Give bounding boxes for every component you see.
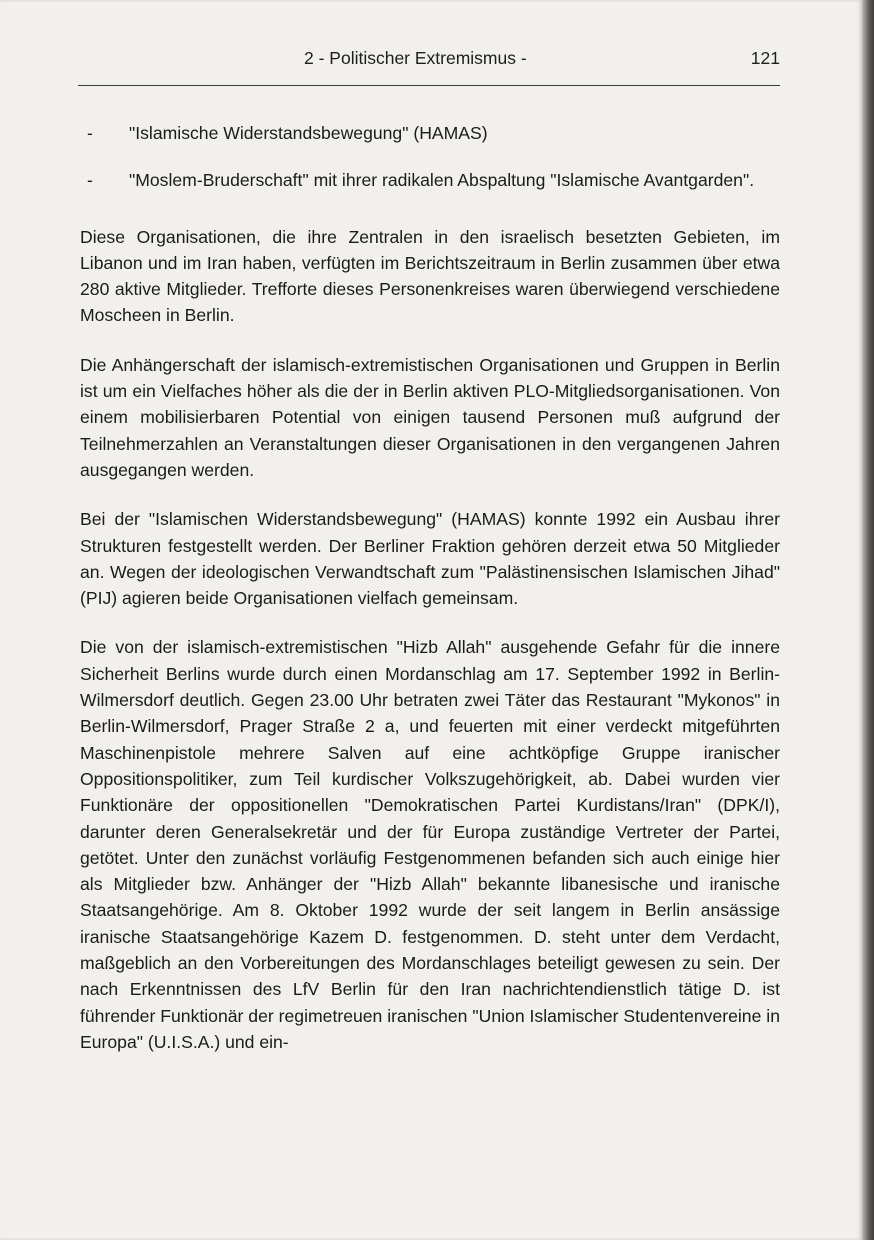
list-dash: - xyxy=(87,170,93,191)
paragraph: Bei der "Islamischen Widerstandsbewegung" (HAMAS) konnte 1992 ein Ausbau ihrer Strukturen festgestellt werden. Der Berliner Fraktion gehören derzeit etwa 50 Mitglieder an. Wegen der ideologischen Verwandtschaft zum "Palästinensischen Islamischen Jihad" (PIJ) agieren beide Organisationen vielfach gemeinsam. xyxy=(80,509,780,609)
book-spine-edge xyxy=(862,0,874,1240)
list-item xyxy=(80,120,780,146)
page-number: 121 xyxy=(750,48,780,68)
paragraph: Die Anhängerschaft der islamisch-extremistischen Organisationen und Gruppen in Berlin ist um ein Vielfaches höher als die der in Berlin aktiven PLO-Mitgliedsorganisationen. Von einem mobilisierbaren Potential von einigen tausend Personen muß aufgrund der Teilnehmerzahlen an Veranstaltungen dieser Organisationen in den vergangenen Jahren ausgegangen werden. xyxy=(80,354,780,480)
body-text xyxy=(80,120,780,1055)
list-item-text: "Moslem-Bruderschaft" mit ihrer radikalen Abspaltung "Islamische Avantgarden". xyxy=(129,170,755,191)
page-header xyxy=(78,48,780,72)
list-item-text: "Islamische Widerstandsbewegung" (HAMAS) xyxy=(129,123,488,143)
list-item xyxy=(80,167,780,193)
paragraph: Diese Organisationen, die ihre Zentralen in den israelisch besetzten Gebieten, im Libanon und im Iran haben, verfügten im Berichtszeitraum in Berlin zusammen über etwa 280 aktive Mitglieder. Trefforte dieses Personenkreises waren überwiegend verschiedene Moscheen in Berlin. xyxy=(80,226,780,326)
running-title: 2 - Politischer Extremismus - xyxy=(304,48,527,68)
header-rule xyxy=(78,85,780,86)
list-dash: - xyxy=(87,123,93,143)
paragraph: Die von der islamisch-extremistischen "Hizb Allah" ausgehende Gefahr für die innere Sicherheit Berlins wurde durch einen Mordanschlag am 17. September 1992 in Berlin-Wilmersdorf deutlich. Gegen 23.00 Uhr betraten zwei Täter das Restaurant "Mykonos" in Berlin-Wilmersdorf, Prager Straße 2 a, und feuerten mit einer verdeckt mitgeführten Maschinenpistole mehrere Salven auf eine achtköpfige Gruppe iranischer Oppositionspolitiker, zum Teil kurdischer Volkszugehörigkeit, ab. Dabei wurden vier Funktionäre der oppositionellen "Demokratischen Partei Kurdistans/Iran" (DPK/I), darunter deren Generalsekretär und der für Europa zuständige Vertreter der Partei, getötet. Unter den zunächst vorläufig Festgenommenen befanden sich auch einige hier als Mitglieder bzw. Anhänger der "Hizb Allah" bekannte libanesische und iranische Staatsangehörige. Am 8. Oktober 1992 wurde der seit langem in Berlin ansässige iranische Staatsangehörige Kazem D. festgenommen. D. steht unter dem Verdacht, maßgeblich an den Vorbereitungen des Mordanschlages beteiligt gewesen zu sein. Der nach Erkenntnissen des LfV Berlin für den Iran nachrichtendienstlich tätige D. ist führender Funktionär der regimetreuen iranischen "Union Islamischer Studentenvereine in Europa" (U.I.S.A.) und ein- xyxy=(80,637,780,1052)
